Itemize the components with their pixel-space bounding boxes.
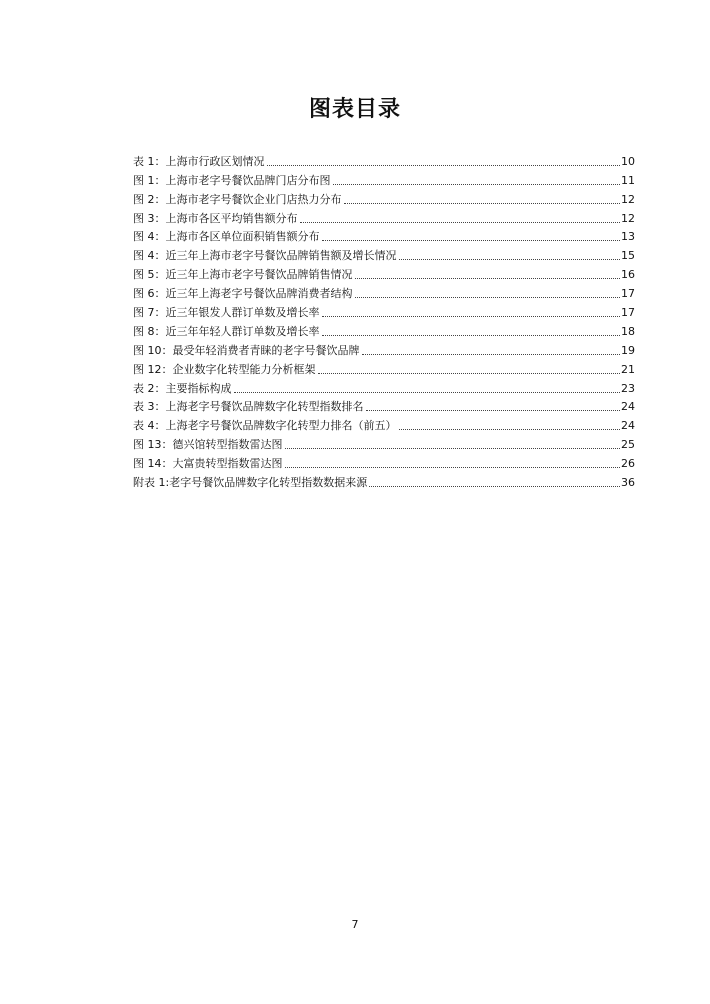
toc-entry-label: 图 2：上海市老字号餐饮企业门店热力分布: [133, 192, 342, 206]
toc-dot-leader: [362, 354, 621, 355]
toc-entry[interactable]: [133, 263, 635, 282]
toc-entry[interactable]: [133, 207, 635, 226]
toc-entry-page: 17: [621, 287, 635, 301]
page-title: 图表目录: [308, 97, 401, 122]
toc-dot-leader: [234, 392, 621, 393]
toc-entry-label: 图 8：近三年年轻人群订单数及增长率: [133, 324, 320, 338]
toc-entry[interactable]: [133, 471, 635, 490]
toc-dot-leader: [399, 429, 621, 430]
toc-entry-label: 图 4：近三年上海市老字号餐饮品牌销售额及增长情况: [133, 249, 397, 263]
toc-entry[interactable]: [133, 244, 635, 263]
toc-entry-label: 表 2：主要指标构成: [133, 381, 232, 395]
toc-entry-page: 24: [621, 419, 635, 433]
toc-entry-page: 12: [621, 192, 635, 206]
toc-entry[interactable]: [133, 377, 635, 396]
toc-entry-label: 图 5：近三年上海市老字号餐饮品牌销售情况: [133, 268, 353, 282]
toc-entry[interactable]: [133, 433, 635, 452]
toc-entry-page: 19: [621, 343, 635, 357]
toc-entry-page: 24: [621, 400, 635, 414]
toc-entry[interactable]: [133, 339, 635, 358]
toc-entry-label: 图 1：上海市老字号餐饮品牌门店分布图: [133, 173, 331, 187]
toc-entry-label: 图 10：最受年轻消费者青睐的老字号餐饮品牌: [133, 343, 360, 357]
toc-dot-leader: [285, 448, 621, 449]
toc-entry-page: 25: [621, 438, 635, 452]
toc-entry-label: 表 3：上海老字号餐饮品牌数字化转型指数排名: [133, 400, 364, 414]
toc-entry-label: 附表 1:老字号餐饮品牌数字化转型指数数据来源: [133, 476, 368, 490]
toc-dot-leader: [344, 203, 621, 204]
toc-dot-leader: [322, 335, 621, 336]
toc-entry[interactable]: [133, 169, 635, 188]
toc-entry[interactable]: [133, 320, 635, 339]
toc-entry[interactable]: [133, 358, 635, 377]
toc-entry[interactable]: [133, 396, 635, 415]
toc-dot-leader: [333, 184, 621, 185]
toc-entry-label: 表 1：上海市行政区划情况: [133, 154, 265, 168]
toc-entry[interactable]: [133, 150, 635, 169]
toc-dot-leader: [322, 316, 621, 317]
toc-entry[interactable]: [133, 452, 635, 471]
toc-entry-label: 图 7：近三年银发人群订单数及增长率: [133, 306, 320, 320]
toc-entry-label: 图 12：企业数字化转型能力分析框架: [133, 362, 316, 376]
toc-entry-page: 11: [621, 173, 635, 187]
toc-entry-label: 图 13：德兴馆转型指数雷达图: [133, 438, 283, 452]
toc-entry-label: 图 6：近三年上海老字号餐饮品牌消费者结构: [133, 287, 353, 301]
toc-dot-leader: [366, 410, 621, 411]
toc-entry-page: 17: [621, 306, 635, 320]
toc-entry-label: 图 14：大富贵转型指数雷达图: [133, 457, 283, 471]
table-of-figures: [133, 150, 635, 490]
toc-entry-page: 16: [621, 268, 635, 282]
toc-dot-leader: [318, 373, 621, 374]
toc-dot-leader: [322, 240, 621, 241]
toc-dot-leader: [285, 467, 621, 468]
page-number: 7: [351, 918, 359, 931]
toc-entry-page: 26: [621, 457, 635, 471]
toc-entry-page: 15: [621, 249, 635, 263]
toc-dot-leader: [267, 165, 621, 166]
toc-entry-label: 图 3：上海市各区平均销售额分布: [133, 211, 298, 225]
toc-entry-page: 13: [621, 230, 635, 244]
toc-entry[interactable]: [133, 414, 635, 433]
toc-entry[interactable]: [133, 301, 635, 320]
toc-dot-leader: [369, 486, 620, 487]
toc-entry-page: 10: [621, 154, 635, 168]
toc-entry-label: 表 4：上海老字号餐饮品牌数字化转型力排名（前五）: [133, 419, 397, 433]
toc-entry[interactable]: [133, 188, 635, 207]
toc-dot-leader: [399, 259, 621, 260]
toc-entry-page: 12: [621, 211, 635, 225]
toc-entry-page: 21: [621, 362, 635, 376]
toc-dot-leader: [355, 297, 621, 298]
toc-dot-leader: [355, 278, 621, 279]
toc-entry-page: 18: [621, 324, 635, 338]
toc-entry[interactable]: [133, 226, 635, 245]
toc-entry-page: 36: [621, 476, 635, 490]
toc-dot-leader: [300, 222, 621, 223]
toc-entry-label: 图 4：上海市各区单位面积销售额分布: [133, 230, 320, 244]
toc-entry[interactable]: [133, 282, 635, 301]
toc-entry-page: 23: [621, 381, 635, 395]
